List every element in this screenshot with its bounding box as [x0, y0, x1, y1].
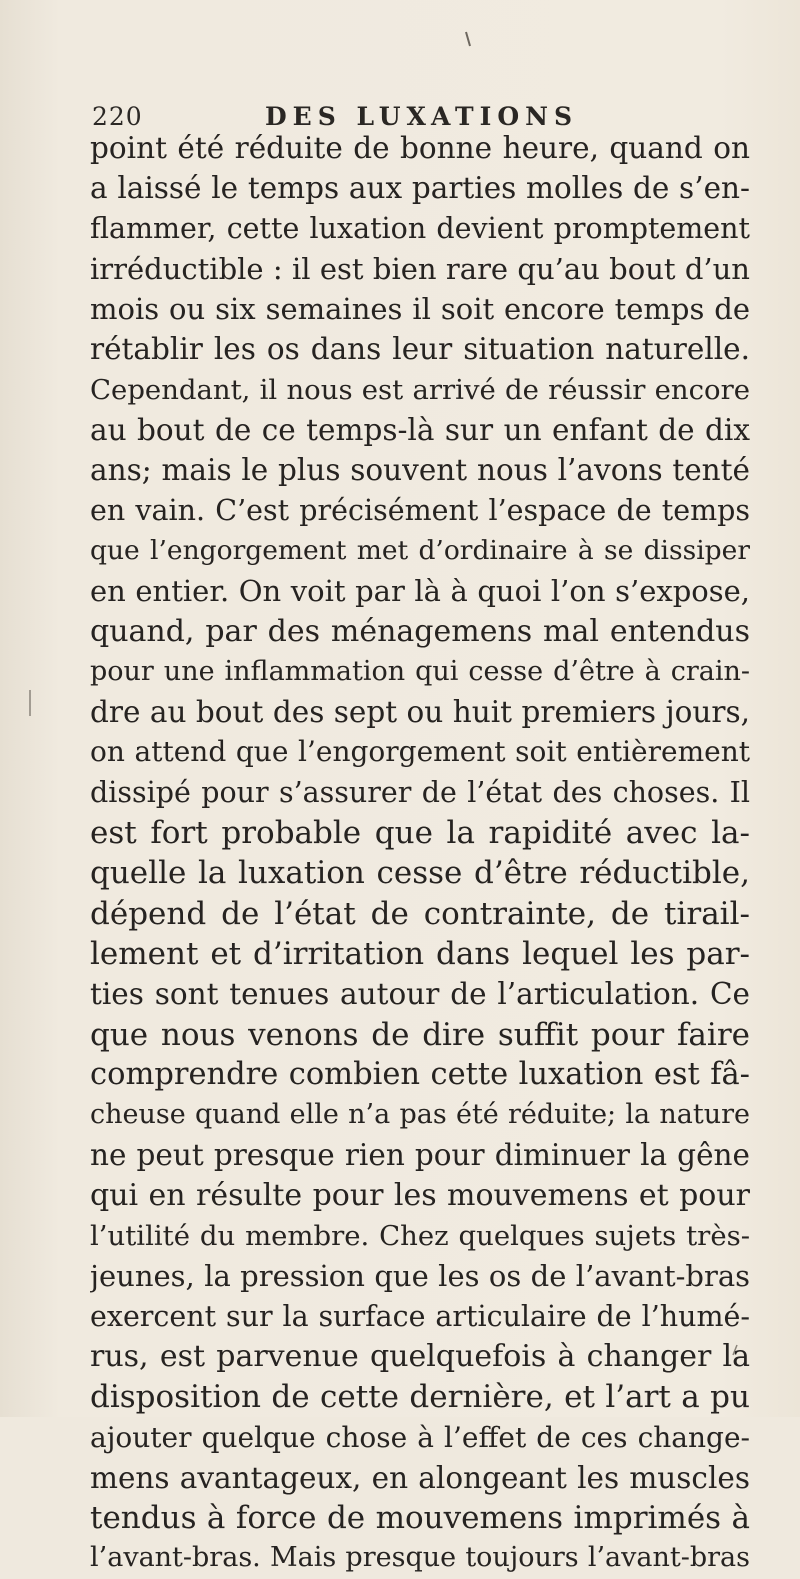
body-text	[90, 128, 750, 1579]
text-line: quand, par des ménagemens mal entendus	[90, 613, 750, 649]
text-line: au bout de ce temps-là sur un enfant de dix	[90, 413, 750, 448]
text-line: tendus à force de mouvemens imprimés à	[90, 1500, 750, 1537]
text-line: l’utilité du membre. Chez quelques sujets très-	[90, 1220, 750, 1253]
text-line: ne peut presque rien pour diminuer la gêne	[90, 1138, 750, 1173]
text-line: quelle la luxation cesse d’être réductible,	[90, 855, 750, 892]
text-line: on attend que l’engorgement soit entièrement	[90, 735, 750, 769]
text-line: Cependant, il nous est arrivé de réussir encore	[90, 373, 750, 406]
text-line: en entier. On voit par là à quoi l’on s’expose,	[90, 574, 750, 609]
text-line: ans; mais le plus souvent nous l’avons tenté	[90, 453, 750, 488]
text-line: disposition de cette dernière, et l’art a pu	[90, 1379, 750, 1416]
text-line: mens avantageux, en alongeant les muscles	[90, 1460, 750, 1495]
page-number: 220	[92, 102, 143, 131]
text-line: est fort probable que la rapidité avec la-	[90, 815, 750, 852]
text-line: irréductible : il est bien rare qu’au bout d’un	[90, 251, 750, 286]
text-line: mois ou six semaines il soit encore temps de	[90, 292, 750, 327]
text-line: ajouter quelque chose à l’effet de ces change-	[90, 1420, 750, 1454]
text-line: lement et d’irritation dans lequel les par-	[90, 935, 750, 972]
text-line: pour une inflammation qui cesse d’être à crain-	[90, 655, 750, 687]
text-line: cheuse quand elle n’a pas été réduite; la nature	[90, 1099, 750, 1131]
text-line: point été réduite de bonne heure, quand on	[90, 131, 750, 165]
text-line: a laissé le temps aux parties molles de s’en-	[90, 171, 750, 206]
text-line: rus, est parvenue quelquefois à changer la	[90, 1338, 750, 1374]
text-line: en vain. C’est précisément l’espace de temps	[90, 493, 750, 527]
text-line: ties sont tenues autour de l’articulation. Ce	[90, 977, 750, 1012]
text-line: jeunes, la pression que les os de l’avant-bras	[90, 1259, 750, 1294]
text-line: flammer, cette luxation devient promptement	[90, 211, 750, 245]
text-line: exercent sur la surface articulaire de l’humé-	[90, 1299, 750, 1333]
text-line: l’avant-bras. Mais presque toujours l’avant-bras	[90, 1542, 750, 1574]
text-line: dépend de l’état de contrainte, de tirail-	[90, 895, 750, 932]
text-line: dre au bout des sept ou huit premiers jours,	[90, 695, 750, 730]
text-line: comprendre combien cette luxation est fâ-	[90, 1056, 750, 1092]
text-line: rétablir les os dans leur situation naturelle.	[90, 332, 750, 367]
text-line: que l’engorgement met d’ordinaire à se dissiper	[90, 534, 750, 566]
text-line: qui en résulte pour les mouvemens et pour	[90, 1177, 750, 1213]
ink-speck	[466, 32, 470, 46]
text-line: que nous venons de dire suffit pour faire	[90, 1016, 750, 1053]
text-line: dissipé pour s’assurer de l’état des choses. Il	[90, 775, 750, 809]
running-head: DES LUXATIONS	[265, 102, 579, 131]
